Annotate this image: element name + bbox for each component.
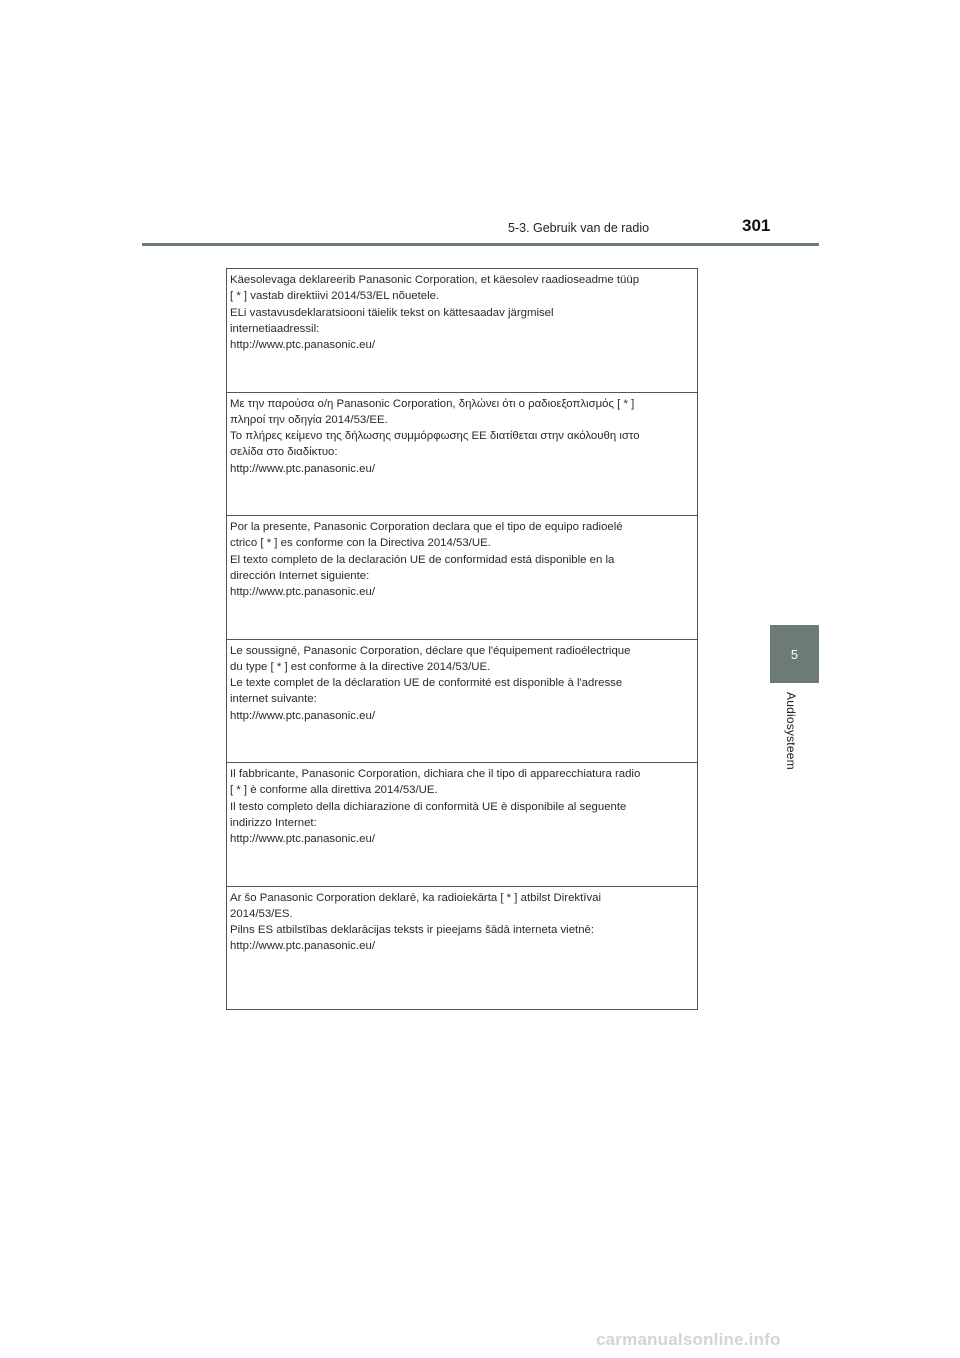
declaration-line: Pilns ES atbilstības deklarācijas teksts ir pieejams šādā interneta vietnē:: [230, 924, 595, 937]
declaration-estonian: [227, 269, 697, 393]
declaration-line: dirección Internet siguiente:: [230, 569, 370, 582]
declaration-line: 2014/53/ES.: [230, 907, 293, 920]
declaration-line: internet suivante:: [230, 693, 317, 706]
chapter-label: Audiosysteem: [784, 692, 798, 770]
declaration-line: Ar šo Panasonic Corporation deklarē, ka radioiekārta [ * ] atbilst Direktīvai: [230, 891, 602, 904]
declaration-french: [227, 640, 697, 764]
chapter-tab: [770, 625, 819, 683]
declaration-latvian: [227, 887, 697, 1010]
declaration-line: Le texte complet de la déclaration UE de conformité est disponible à l'adresse: [230, 677, 623, 690]
declaration-line: [ * ] vastab direktiivi 2014/53/EL nõuetele.: [230, 290, 440, 303]
declaration-line: Με την παρούσα ο/η Panasonic Corporation, δηλώνει ότι ο ραδιοεξοπλισμός [ * ]: [230, 397, 635, 410]
declaration-line: du type [ * ] est conforme à la directive 2014/53/UE.: [230, 660, 491, 673]
declaration-line: σελίδα στο διαδίκτυο:: [230, 446, 338, 459]
declaration-line: Il testo completo della dichiarazione di conformità UE è disponibile al seguente: [230, 800, 627, 813]
declaration-url: http://www.ptc.panasonic.eu/: [230, 709, 375, 722]
declaration-url: http://www.ptc.panasonic.eu/: [230, 833, 375, 846]
declaration-line: πληροί την οδηγία 2014/53/ΕΕ.: [230, 413, 388, 426]
section-title: 5-3. Gebruik van de radio: [508, 221, 650, 235]
declaration-line: indirizzo Internet:: [230, 816, 317, 829]
declaration-url: http://www.ptc.panasonic.eu/: [230, 339, 375, 352]
declaration-line: Käesolevaga deklareerib Panasonic Corporation, et käesolev raadioseadme tüüp: [230, 274, 640, 286]
declaration-line: Le soussigné, Panasonic Corporation, déclare que l'équipement radioélectrique: [230, 644, 631, 657]
page-number: 301: [742, 216, 771, 235]
declaration-italian: [227, 763, 697, 887]
declaration-table: [226, 268, 698, 1010]
declaration-line: Il fabbricante, Panasonic Corporation, dichiara che il tipo di apparecchiatura radio: [230, 768, 641, 780]
header-divider: [142, 243, 819, 246]
declaration-line: Το πλήρες κείμενο της δήλωσης συμμόρφωσης ΕΕ διατίθεται στην ακόλουθη ιστο: [230, 430, 640, 443]
declaration-line: ctrico [ * ] es conforme con la Directiva 2014/53/UE.: [230, 537, 491, 550]
declaration-line: internetiaadressil:: [230, 322, 320, 335]
declaration-url: http://www.ptc.panasonic.eu/: [230, 940, 375, 953]
declaration-line: [ * ] è conforme alla direttiva 2014/53/UE.: [230, 784, 438, 797]
declaration-url: http://www.ptc.panasonic.eu/: [230, 586, 375, 599]
watermark: carmanualsonline.info: [596, 1330, 781, 1349]
declaration-line: El texto completo de la declaración UE de conformidad está disponible en la: [230, 553, 615, 566]
declaration-line: ELi vastavusdeklaratsiooni täielik tekst on kättesaadav järgmisel: [230, 306, 554, 319]
declaration-spanish: [227, 516, 697, 640]
chapter-number: 5: [790, 646, 799, 662]
declaration-url: http://www.ptc.panasonic.eu/: [230, 462, 375, 475]
declaration-greek: [227, 393, 697, 517]
declaration-line: Por la presente, Panasonic Corporation declara que el tipo de equipo radioelé: [230, 521, 623, 533]
